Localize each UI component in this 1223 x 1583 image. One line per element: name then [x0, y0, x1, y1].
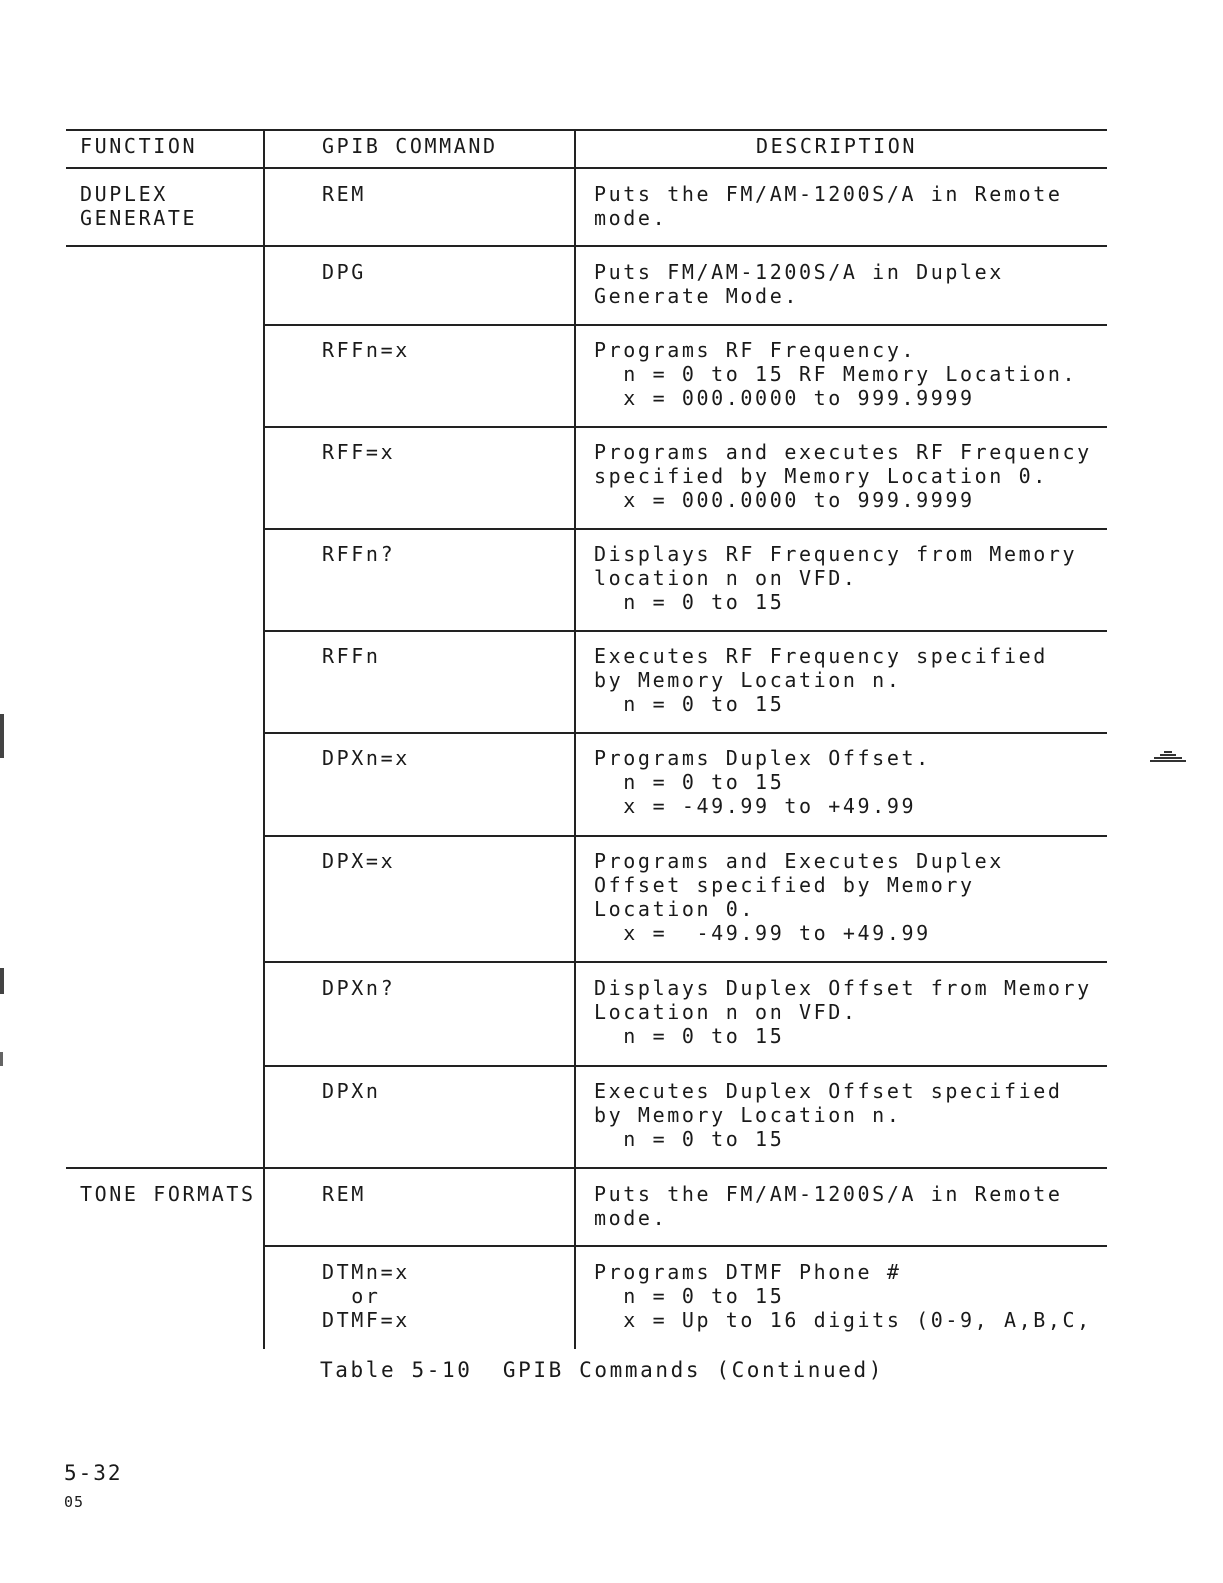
description-cell: Executes Duplex Offset specified by Memory Location n. n = 0 to 15 [594, 1079, 1063, 1151]
description-cell: Puts the FM/AM-1200S/A in Remote mode. [594, 182, 1063, 230]
description-cell: Programs RF Frequency. n = 0 to 15 RF Memory Location. x = 000.0000 to 999.9999 [594, 338, 1078, 410]
row-rule [264, 426, 1107, 428]
row-rule [264, 528, 1107, 530]
function-duplex-generate: DUPLEX GENERATE [80, 182, 198, 230]
row-rule [264, 835, 1107, 837]
table-top-rule [66, 129, 1107, 131]
command-cell: RFFn=x [322, 338, 410, 362]
row-rule [264, 630, 1107, 632]
command-cell: DPX=x [322, 849, 396, 873]
header-bottom-rule [66, 167, 1107, 169]
row-rule [264, 324, 1107, 326]
command-cell: DPXn? [322, 976, 396, 1000]
binder-tab-mark [1146, 749, 1190, 763]
command-cell: RFFn [322, 644, 381, 668]
table-caption: Table 5-10 GPIB Commands (Continued) [320, 1358, 884, 1382]
description-cell: Executes RF Frequency specified by Memory Location n. n = 0 to 15 [594, 644, 1048, 716]
description-cell: Puts the FM/AM-1200S/A in Remote mode. [594, 1182, 1063, 1230]
description-cell: Displays RF Frequency from Memory location n on VFD. n = 0 to 15 [594, 542, 1078, 614]
command-cell: REM [322, 182, 366, 206]
page-number: 5-32 [64, 1461, 123, 1485]
header-gpib-command: GPIB COMMAND [322, 134, 498, 158]
scan-artifact [0, 1052, 3, 1066]
command-cell: DPG [322, 260, 366, 284]
command-cell: DPXn [322, 1079, 381, 1103]
scan-artifact [0, 968, 4, 994]
column-rule-command [574, 129, 576, 1349]
command-cell: DPXn=x [322, 746, 410, 770]
description-cell: Programs and executes RF Frequency specified by Memory Location 0. x = 000.0000 to 999.9999 [594, 440, 1092, 512]
column-rule-function [263, 129, 265, 1349]
row-rule [66, 245, 1107, 247]
description-cell: Puts FM/AM-1200S/A in Duplex Generate Mode. [594, 260, 1004, 308]
function-tone-formats: TONE FORMATS [80, 1182, 256, 1206]
row-rule [66, 1167, 1107, 1169]
command-cell: RFFn? [322, 542, 396, 566]
row-rule [264, 1065, 1107, 1067]
revision-number: 05 [64, 1493, 85, 1511]
row-rule [264, 1245, 1107, 1247]
description-cell: Programs DTMF Phone # n = 0 to 15 x = Up to 16 digits (0-9, A,B,C, [594, 1260, 1092, 1332]
header-function: FUNCTION [80, 134, 198, 158]
command-cell: REM [322, 1182, 366, 1206]
description-cell: Programs Duplex Offset. n = 0 to 15 x = -49.99 to +49.99 [594, 746, 931, 818]
row-rule [264, 732, 1107, 734]
command-cell: DTMn=x or DTMF=x [322, 1260, 410, 1332]
description-cell: Displays Duplex Offset from Memory Location n on VFD. n = 0 to 15 [594, 976, 1092, 1048]
command-cell: RFF=x [322, 440, 396, 464]
scan-artifact [0, 714, 4, 758]
row-rule [264, 961, 1107, 963]
description-cell: Programs and Executes Duplex Offset specified by Memory Location 0. x = -49.99 to +49.99 [594, 849, 1004, 945]
header-description: DESCRIPTION [756, 134, 918, 158]
